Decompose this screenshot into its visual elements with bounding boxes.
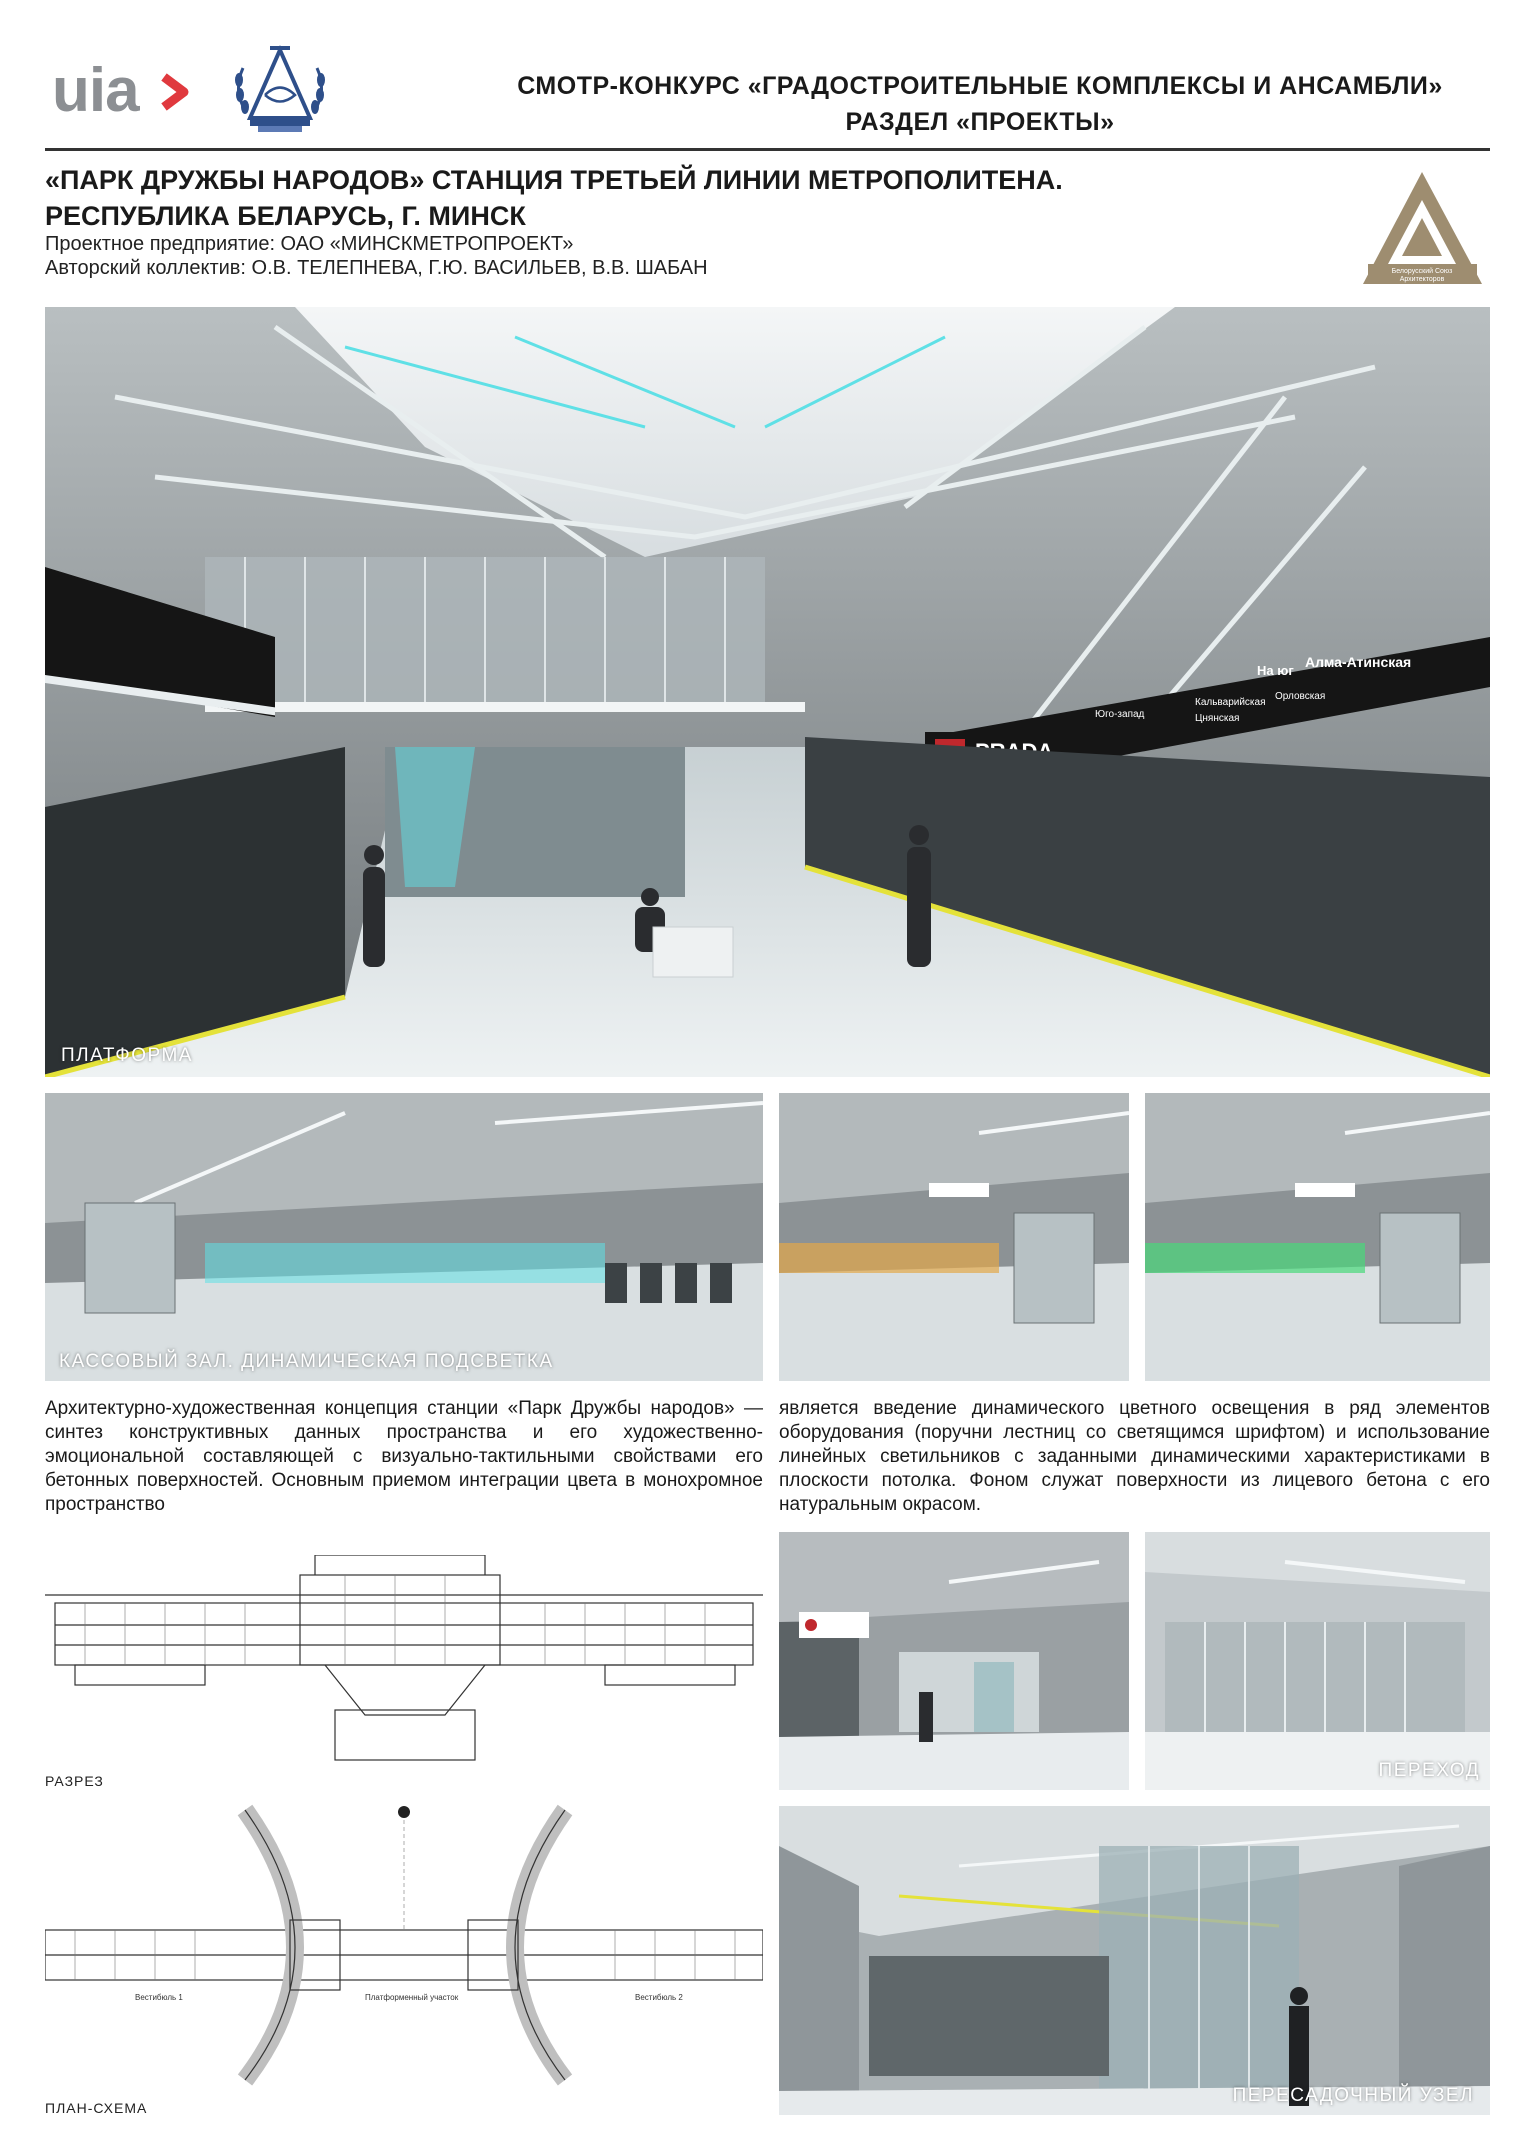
- project-credits: [45, 232, 1245, 280]
- contest-line-2: РАЗДЕЛ «ПРОЕКТЫ»: [845, 108, 1115, 136]
- description-col-1: Архитектурно-художественная концепция станции «Парк Дружбы народов» — синтез конструктивных данных пространства и его художественно-эмоциональной составляющей с визуально-тактильными свойствами его бетонных поверхностей. Основным приемом интеграции цвета в монохромное пространство: [45, 1398, 763, 1515]
- description-col-2: является введение динамического цветного освещения в ряд элементов оборудования (поручни лестниц со светящимся шрифтом) и использование линейных светильников с заданными динамическими характеристиками в плоскости потолка. Фоном служат поверхности из лицевого бетона с его натуральным окрасом.: [779, 1398, 1490, 1515]
- uia-logo-text: uia: [52, 56, 139, 125]
- signage-direction: На юг: [1257, 663, 1294, 678]
- ticket-hall-render-amber: [779, 1093, 1129, 1381]
- ticket-hall-render-green: [1145, 1093, 1490, 1381]
- transfer-node-render: [779, 1806, 1490, 2115]
- project-title-line-1: «ПАРК ДРУЖБЫ НАРОДОВ» СТАНЦИЯ ТРЕТЬЕЙ ЛИНИИ МЕТРОПОЛИТЕНА.: [45, 165, 1063, 195]
- transfer-caption: ПЕРЕСАДОЧНЫЙ УЗЕЛ: [1232, 2085, 1474, 2106]
- signage-station-main: Алма-Атинская: [1305, 654, 1412, 670]
- header-divider: [45, 148, 1490, 151]
- signage-station-2: Кальварийская: [1195, 697, 1266, 708]
- plan-note-3: Вестибюль 2: [635, 1993, 683, 2002]
- plan-note-1: Вестибюль 1: [135, 1993, 183, 2002]
- plan-label: ПЛАН-СХЕМА: [45, 2100, 148, 2116]
- platform-render: [45, 307, 1490, 1077]
- section-label: РАЗРЕЗ: [45, 1773, 104, 1789]
- plan-drawing: [45, 1790, 763, 2090]
- signage-station-4: Орловская: [1275, 691, 1326, 702]
- section-drawing: [45, 1555, 763, 1765]
- uia-logo: [52, 55, 202, 125]
- ticket-hall-caption: КАССОВЫЙ ЗАЛ. ДИНАМИЧЕСКАЯ ПОДСВЕТКА: [59, 1351, 554, 1372]
- uia-chevron-icon: [164, 77, 184, 107]
- signage-station-5: Юго-запад: [1095, 709, 1145, 720]
- plan-note-2: Платформенный участок: [365, 1993, 459, 2002]
- bsa-logo-line-2: Архитекторов: [1399, 276, 1445, 283]
- contest-heading: [480, 68, 1480, 140]
- passage-render-2: [1145, 1532, 1490, 1790]
- project-title-line-2: РЕСПУБЛИКА БЕЛАРУСЬ, Г. МИНСК: [45, 201, 526, 231]
- passage-caption: ПЕРЕХОД: [1378, 1760, 1480, 1781]
- bsa-logo-line-1: Белорусский Союз: [1391, 268, 1453, 275]
- belarus-union-architects-logo: [1360, 168, 1485, 288]
- north-arrow-icon: [398, 1806, 410, 1818]
- contest-line-1: СМОТР-КОНКУРС «ГРАДОСТРОИТЕЛЬНЫЕ КОМПЛЕКСЫ И АНСАМБЛИ»: [517, 72, 1443, 100]
- ticket-hall-render-cyan: [45, 1093, 763, 1381]
- project-title: [45, 162, 1245, 234]
- passage-render-1: [779, 1532, 1129, 1790]
- platform-caption: ПЛАТФОРМА: [61, 1045, 193, 1066]
- project-authors: Авторский коллектив: О.В. ТЕЛЕПНЕВА, Г.Ю. ВАСИЛЬЕВ, В.В. ШАБАН: [45, 257, 708, 279]
- project-company: Проектное предприятие: ОАО «МИНСКМЕТРОПРОЕКТ»: [45, 233, 574, 255]
- architects-union-emblem: [225, 40, 335, 140]
- signage-station-3: Цнянская: [1195, 713, 1240, 724]
